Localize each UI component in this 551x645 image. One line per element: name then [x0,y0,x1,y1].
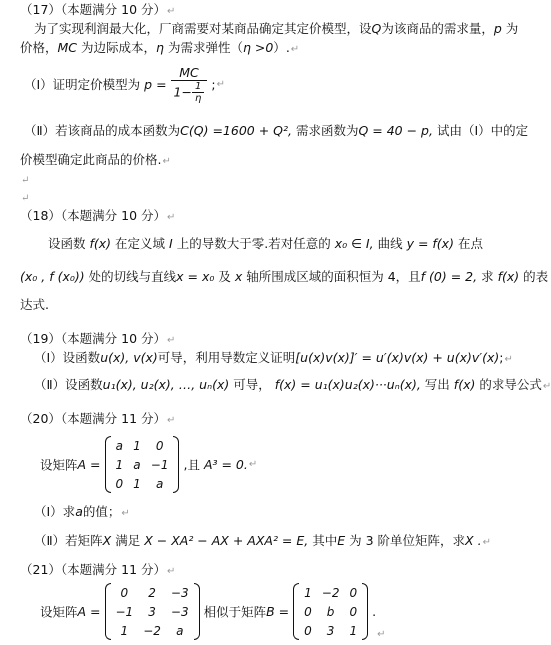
q19-part2: （Ⅱ）设函数u₁(x), u₂(x), …, uₙ(x) 可导， f(x) = u₁(x)u₂(x)···uₙ(x), 写出 f(x) 的求导公式↵ [34,377,551,392]
blank-line: ↵ [21,175,30,186]
matrix-cell: 0 [349,604,358,619]
matrix-cell: −3 [170,585,189,600]
matrix-cell: a [115,438,123,453]
matrix-B-q21 [293,583,368,640]
q18-line3: 达式. [20,297,49,312]
q17-intro-line1: 为了实现利润最大化，厂商需要对某商品确定其定价模型，设Q为该商品的需求量，p 为 [34,21,519,36]
matrix-cell: 2 [148,585,156,600]
matrix-cell: a [133,457,141,472]
matrix-cell: 0 [115,476,124,491]
pricing-model-fraction: MC 1− $\frac{1}{\eta}$ [171,66,208,104]
matrix-cell: 1 [133,476,141,491]
matrix-cell: 0 [304,604,312,619]
q20-matrix-line: 设矩阵A = a 1 0 1 a −1 0 1 a ,且 A³ = 0.↵ [40,436,257,493]
q17-part2-cont: 价模型确定此商品的价格.↵ [20,152,171,167]
q17-part1: （Ⅰ）证明定价模型为 p = MC 1− $\frac{1}{\eta}$ ;↵ [24,65,225,104]
q18-header: （18）（本题满分 10 分）↵ [20,208,176,223]
matrix-A-q20 [105,436,180,493]
matrix-cell: −3 [170,604,189,619]
matrix-cell: 1 [120,623,129,638]
matrix-cell: −1 [150,457,169,472]
q17-header: （17）（本题满分 10 分）↵ [20,2,176,17]
matrix-cell: −2 [321,585,340,600]
q21-matrix-line: 设矩阵A = 0 2 −3 −1 3 −3 1 −2 a 相似于矩阵B = 1 −2 0 0 b 0 0 3 1 .↵ [40,583,385,640]
blank-line: ↵ [21,193,30,204]
matrix-cell: a [176,623,184,638]
matrix-cell: a [155,476,164,491]
matrix-cell: −2 [143,623,161,638]
matrix-cell: 1 [133,438,141,453]
matrix-cell: 3 [148,604,156,619]
matrix-cell: 3 [326,623,335,638]
matrix-cell: 0 [304,623,312,638]
q17-part2: （Ⅱ）若该商品的成本函数为C(Q) =1600 + Q², 需求函数为Q = 40 − p, 试由（Ⅰ）中的定 [24,123,529,138]
matrix-cell: 0 [155,438,164,453]
matrix-A-q21 [105,583,200,640]
matrix-cell: 0 [349,585,358,600]
q20-part1: （Ⅰ）求a的值；↵ [34,504,130,519]
matrix-cell: 0 [120,585,129,600]
q21-header: （21）（本题满分 11 分）↵ [20,562,176,577]
q17-intro-line2: 价格，MC 为边际成本，η 为需求弹性（η >0）.↵ [20,40,300,55]
q19-header: （19）（本题满分 10 分）↵ [20,331,176,346]
q20-part2: （Ⅱ）若矩阵X 满足 X − XA² − AX + AXA² = E, 其中E 为 3 阶单位矩阵，求X .↵ [34,533,491,548]
q18-line1: 设函数 f(x) 在定义域 I 上的导数大于零.若对任意的 x₀ ∈ I, 曲线 y = f(x) 在点 [48,236,483,251]
q19-part1: （Ⅰ）设函数u(x), v(x)可导，利用导数定义证明[u(x)v(x)]′ = u′(x)v(x) + u(x)v′(x);↵ [34,350,513,365]
matrix-cell: 1 [304,585,312,600]
matrix-cell: −1 [115,604,134,619]
q20-header: （20）（本题满分 11 分）↵ [20,411,176,426]
matrix-cell: 1 [115,457,124,472]
matrix-cell: b [326,604,335,619]
matrix-cell: 1 [349,623,358,638]
q18-line2: (x₀ , f (x₀)) 处的切线与直线x = x₀ 及 x 轴所围成区域的面积恒为 4，且f (0) = 2, 求 f(x) 的表 [20,269,549,284]
